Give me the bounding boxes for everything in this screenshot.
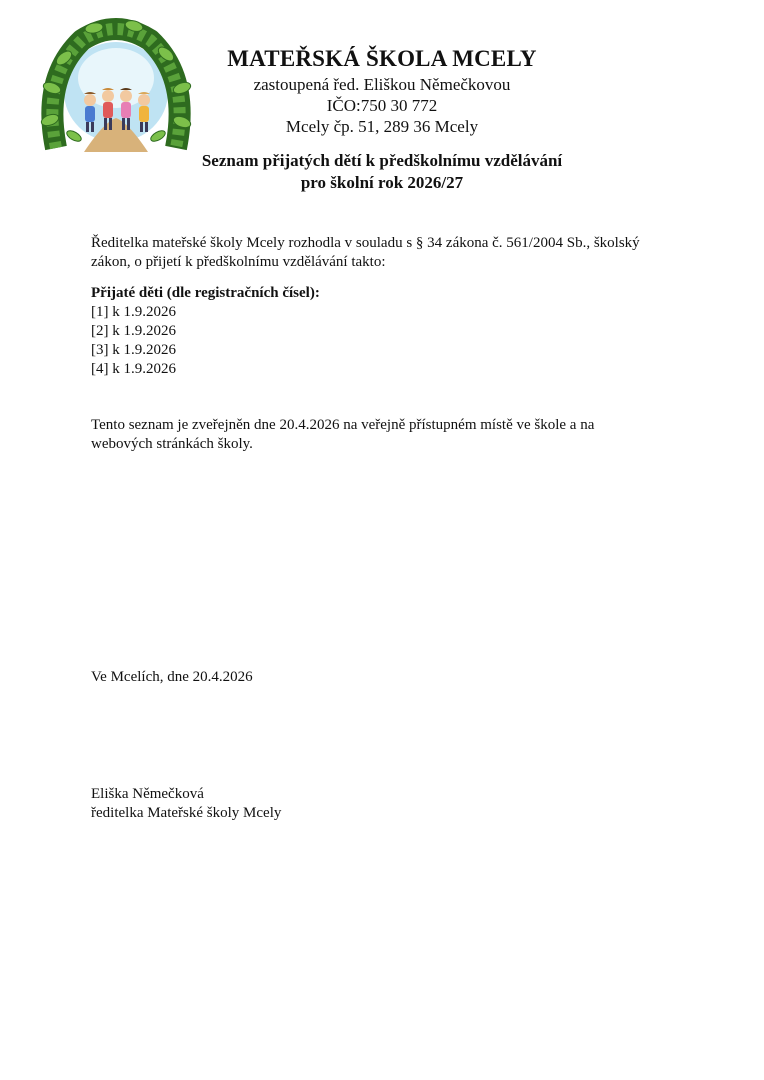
accepted-heading: Přijaté děti (dle registračních čísel): — [91, 285, 320, 301]
intro-paragraph — [91, 234, 691, 272]
accepted-list — [91, 284, 691, 379]
intro-line-2: zákon, o přijetí k předškolnímu vzdělávání takto: — [91, 254, 386, 270]
school-name: MATEŘSKÁ ŠKOLA MCELY — [227, 46, 537, 71]
published-line-1: Tento seznam je zveřejněn dne 20.4.2026 na veřejně přístupném místě ve škole a na — [91, 417, 595, 433]
signer-name: Eliška Němečková — [91, 786, 204, 802]
place-date: Ve Mcelích, dne 20.4.2026 — [91, 669, 253, 685]
vine-arch-children-icon — [34, 18, 198, 152]
school-address: Mcely čp. 51, 289 36 Mcely — [285, 117, 479, 136]
list-item: [2] k 1.9.2026 — [91, 323, 176, 339]
document-title — [0, 150, 764, 194]
list-item: [1] k 1.9.2026 — [91, 304, 176, 320]
represented-by: zastoupená řed. Eliškou Němečkovou — [253, 75, 511, 94]
publication-note — [91, 416, 691, 454]
list-item: [3] k 1.9.2026 — [91, 342, 176, 358]
title-line-1: Seznam přijatých dětí k předškolnímu vzdělávání — [201, 151, 563, 170]
title-line-2: pro školní rok 2026/27 — [300, 173, 464, 192]
list-item: [4] k 1.9.2026 — [91, 361, 176, 377]
signer-title: ředitelka Mateřské školy Mcely — [91, 805, 282, 821]
intro-line-1: Ředitelka mateřské školy Mcely rozhodla v souladu s § 34 zákona č. 561/2004 Sb., školský — [91, 235, 640, 251]
signature-block — [91, 785, 691, 823]
ico-number: IČO:750 30 772 — [326, 96, 438, 115]
school-logo — [34, 18, 198, 152]
published-line-2: webových stránkách školy. — [91, 436, 253, 452]
letterhead — [200, 44, 564, 137]
